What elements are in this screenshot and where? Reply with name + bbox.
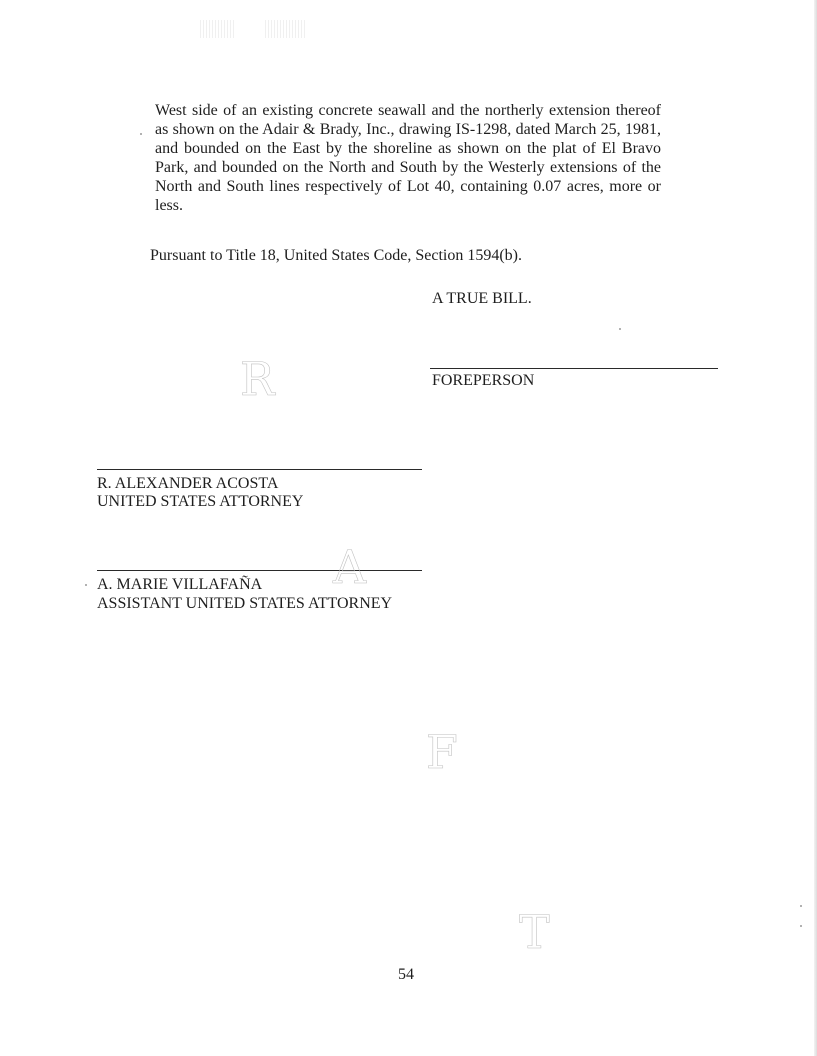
paragraph-line: less. <box>155 197 183 214</box>
scan-speck <box>800 925 802 927</box>
paragraph-line: Park, and bounded on the North and South by the Westerly extensions of the <box>155 159 661 176</box>
statute-citation: Pursuant to Title 18, United States Code, Section 1594(b). <box>150 247 522 264</box>
page-number: 54 <box>398 966 414 983</box>
attorney-title: UNITED STATES ATTORNEY <box>97 493 304 510</box>
assistant-attorney-signature-line <box>97 570 422 571</box>
assistant-attorney-title: ASSISTANT UNITED STATES ATTORNEY <box>97 595 393 612</box>
draft-stamp-letter: R <box>240 352 275 406</box>
attorney-signature-line <box>97 469 422 470</box>
draft-stamp-letter: F <box>426 725 458 779</box>
foreperson-signature-line <box>430 368 718 369</box>
draft-stamp-letter: A <box>333 540 367 594</box>
scan-speck <box>800 905 802 907</box>
property-description-paragraph <box>155 101 661 215</box>
paragraph-line: West side of an existing concrete seawall and the northerly extension thereof <box>155 102 661 119</box>
paragraph-line: and bounded on the East by the shoreline as shown on the plat of El Bravo <box>155 140 661 157</box>
scan-speck <box>619 328 621 330</box>
draft-stamp-letter: T <box>519 905 550 959</box>
scan-speck <box>140 133 142 135</box>
true-bill-heading: A TRUE BILL. <box>432 290 532 307</box>
scan-artifact <box>265 20 305 38</box>
scan-artifact <box>200 20 236 38</box>
assistant-attorney-name: A. MARIE VILLAFAÑA <box>97 576 263 593</box>
paragraph-line: North and South lines respectively of Lot 40, containing 0.07 acres, more or <box>155 178 661 195</box>
attorney-name: R. ALEXANDER ACOSTA <box>97 475 279 492</box>
foreperson-label: FOREPERSON <box>432 372 535 389</box>
paragraph-line: as shown on the Adair & Brady, Inc., drawing IS-1298, dated March 25, 1981, <box>155 121 661 138</box>
scan-speck <box>85 584 87 586</box>
